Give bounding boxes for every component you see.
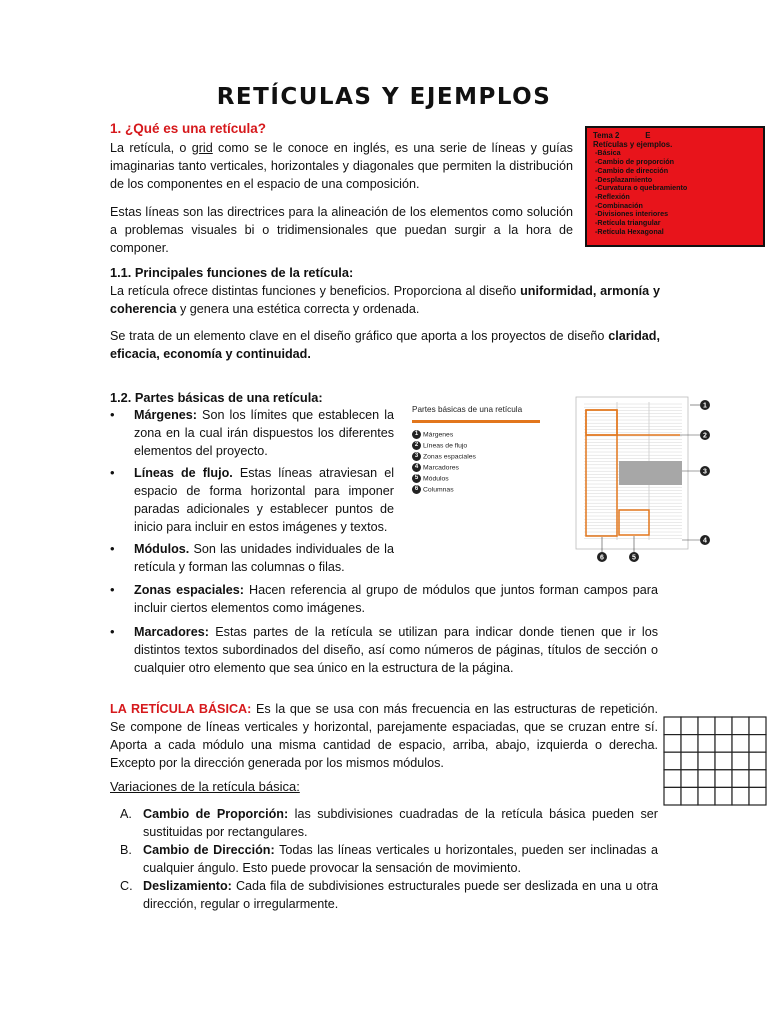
term: Márgenes: xyxy=(134,408,197,422)
grid-module xyxy=(749,787,766,805)
term: Marcadores: xyxy=(134,625,209,639)
legend-item xyxy=(412,485,540,494)
text: Hacen referencia al grupo de módulos que juntos forman campos para incluir ciertos elementos como imágenes. xyxy=(134,583,659,615)
text-bold: claridad, eficacia, economía y continuidad. xyxy=(110,329,660,361)
grid-module xyxy=(732,717,749,735)
legend-label: Zonas espaciales xyxy=(423,453,476,461)
grid-module xyxy=(664,735,681,753)
text: Estas líneas atraviesan el espacio de forma horizontal para imponer paradas adicionales y establecer puntos de inicio para incluir en estos imágenes y textos. xyxy=(134,466,394,534)
basic-grid-paragraph xyxy=(110,700,658,772)
grid-module xyxy=(732,735,749,753)
badge-label: 3 xyxy=(703,468,707,476)
legend-item xyxy=(412,474,540,483)
grid-module xyxy=(681,735,698,753)
grid-module xyxy=(715,752,732,770)
text: La retícula, o xyxy=(110,141,192,155)
variations-list xyxy=(110,805,658,913)
list-item xyxy=(110,623,658,677)
topic-item: -Combinación xyxy=(595,200,643,210)
list-item xyxy=(110,581,658,617)
text: Se trata de un elemento clave en el diseño gráfico que aporta a los proyectos de diseño xyxy=(110,329,609,343)
grid-module xyxy=(732,770,749,788)
grid-module xyxy=(749,752,766,770)
text: como se le conoce en inglés, es una serie de líneas y guías imaginarias tanto verticales, horizontales y diagonales que permiten la distribución de los componentes en el espacio de una composición. xyxy=(110,141,573,191)
grid-module xyxy=(749,770,766,788)
legend-item xyxy=(412,430,540,439)
basic-grid-figure xyxy=(663,716,767,806)
number-badge-3 xyxy=(700,466,710,476)
parts-list-b xyxy=(110,581,658,677)
grid-module xyxy=(749,735,766,753)
badge-label: 4 xyxy=(703,537,707,545)
text: y genera una estética correcta y ordenada. xyxy=(176,302,420,316)
badge-label: 2 xyxy=(703,432,707,440)
grid-figure xyxy=(572,392,716,568)
badge-label: 5 xyxy=(632,554,636,562)
topic-box xyxy=(585,126,765,247)
topic-item: -Cambio de proporción xyxy=(595,157,675,167)
grid-module xyxy=(681,752,698,770)
section11-heading: 1.1. Principales funciones de la retícula: xyxy=(110,265,354,280)
text: Son las unidades individuales de la retícula y forman las columnas o filas. xyxy=(134,542,394,574)
text: Son los límites que establecen la zona en la cual irán dispuestos los diferentes elementos del proyecto. xyxy=(134,408,394,458)
text: Estas partes de la retícula se utilizan para indicar donde tienen que ir los distintos textos subordinados del diseño, así como números de páginas, títulos de sección o cualquier otro elemento que sea único en la estructura de la página. xyxy=(134,625,658,675)
legend-label: Márgenes xyxy=(423,431,454,439)
legend-item xyxy=(412,463,540,472)
text: Todas las líneas verticales u horizontales, pueden ser inclinadas a cualquier ángulo. Esto puede provocar la sensación de movimiento. xyxy=(143,843,658,875)
section1-paragraph1 xyxy=(110,139,573,193)
text: Es la que se usa con más frecuencia en las estructuras de repetición. Se compone de líneas verticales y horizontal, parejamente espaciadas, que se cruzan entre sí. Aporta a cada módulo una misma cantidad de espacio, arriba, abajo, izquierda o derecha. Excepto por la dirección generada por los mismos módulos. xyxy=(110,702,658,770)
grid-module xyxy=(732,787,749,805)
figure-title: Partes básicas de una retícula xyxy=(412,405,540,423)
legend-number: 2 xyxy=(412,441,421,450)
grid-module xyxy=(698,770,715,788)
text: las subdivisiones cuadradas de la retícula básica pueden ser sustituidas por rectangulares. xyxy=(143,807,658,839)
list-item xyxy=(110,841,658,877)
topic-item: -Retícula Hexagonal xyxy=(595,226,664,236)
topic-item: -Reflexión xyxy=(595,191,630,201)
basic-grid-label: LA RETÍCULA BÁSICA: xyxy=(110,702,252,716)
list-item xyxy=(110,540,394,576)
spatial-zone xyxy=(619,461,682,485)
grid-module xyxy=(698,752,715,770)
number-badge-4 xyxy=(700,535,710,545)
grid-module xyxy=(698,735,715,753)
topic-item: -Básica xyxy=(595,148,621,158)
grid-module xyxy=(715,787,732,805)
grid-module xyxy=(681,770,698,788)
variations-heading: Variaciones de la retícula básica: xyxy=(110,779,300,794)
number-badge-5 xyxy=(629,552,639,562)
list-item xyxy=(110,464,394,536)
topic-item: -Curvatura o quebramiento xyxy=(595,183,688,193)
page-title: RETÍCULAS Y EJEMPLOS xyxy=(216,84,552,110)
list-letter: C. xyxy=(120,879,133,893)
parts-list-a xyxy=(110,406,394,576)
legend-label: Columnas xyxy=(423,486,454,494)
legend-label: Líneas de flujo xyxy=(423,442,468,450)
topic-line2: Retículas y ejemplos. xyxy=(593,139,673,149)
text-bold: uniformidad, armonía y coherencia xyxy=(110,284,660,316)
section11-paragraph1 xyxy=(110,282,660,318)
term: Zonas espaciales: xyxy=(134,583,244,597)
badge-label: 6 xyxy=(600,554,604,562)
term: Deslizamiento: xyxy=(143,879,232,893)
grid-module xyxy=(749,717,766,735)
grid-module xyxy=(681,787,698,805)
grid-module xyxy=(715,717,732,735)
list-item xyxy=(110,406,394,460)
legend-number: 3 xyxy=(412,452,421,461)
badge-label: 1 xyxy=(703,402,707,410)
topic-item: -Cambio de dirección xyxy=(595,165,669,175)
legend-item xyxy=(412,441,540,450)
section11-paragraph2 xyxy=(110,327,660,363)
figure-legend xyxy=(412,405,540,496)
grid-module xyxy=(715,770,732,788)
grid-module xyxy=(732,752,749,770)
term: Líneas de flujo. xyxy=(134,466,233,480)
topic-item: -Divisiones interiores xyxy=(595,209,669,219)
list-item xyxy=(110,805,658,841)
list-letter: B. xyxy=(120,843,132,857)
grid-module xyxy=(664,787,681,805)
text: Cada fila de subdivisiones estructurales puede ser deslizada en una u otra dirección, regular o irregularmente. xyxy=(143,879,658,911)
grid-module xyxy=(664,717,681,735)
number-badge-1 xyxy=(700,400,710,410)
legend-number: 6 xyxy=(412,485,421,494)
text: La retícula ofrece distintas funciones y beneficios. Proporciona al diseño xyxy=(110,284,521,298)
number-badge-6 xyxy=(597,552,607,562)
grid-module xyxy=(664,770,681,788)
topic-item: -Retícula triangular xyxy=(595,218,661,228)
grid-module xyxy=(681,717,698,735)
grid-module xyxy=(698,717,715,735)
grid-module xyxy=(698,787,715,805)
section1-paragraph2: Estas líneas son las directrices para la alineación de los elementos como solución a problemas visuales bi o tridimensionales que puedan surgir a la hora de componer. xyxy=(110,205,573,255)
list-item xyxy=(110,877,658,913)
section1-heading: 1. ¿Qué es una retícula? xyxy=(110,121,267,136)
term: Módulos. xyxy=(134,542,190,556)
legend-number: 1 xyxy=(412,430,421,439)
term: Cambio de Proporción: xyxy=(143,807,289,821)
number-badge-2 xyxy=(700,430,710,440)
legend-label: Marcadores xyxy=(423,464,459,472)
topic-line1: Tema 2 E xyxy=(593,131,651,140)
basic-grid-lines xyxy=(664,717,766,805)
topic-item: -Desplazamiento xyxy=(595,174,653,184)
legend-number: 4 xyxy=(412,463,421,472)
term: Cambio de Dirección: xyxy=(143,843,275,857)
grid-term: grid xyxy=(191,141,213,155)
grid-module xyxy=(664,752,681,770)
legend-label: Módulos xyxy=(423,475,449,483)
legend-list xyxy=(412,430,540,494)
grid-module xyxy=(715,735,732,753)
topic-items xyxy=(593,149,757,236)
section12-heading: 1.2. Partes básicas de una retícula: xyxy=(110,390,323,405)
legend-number: 5 xyxy=(412,474,421,483)
list-letter: A. xyxy=(120,807,132,821)
legend-item xyxy=(412,452,540,461)
